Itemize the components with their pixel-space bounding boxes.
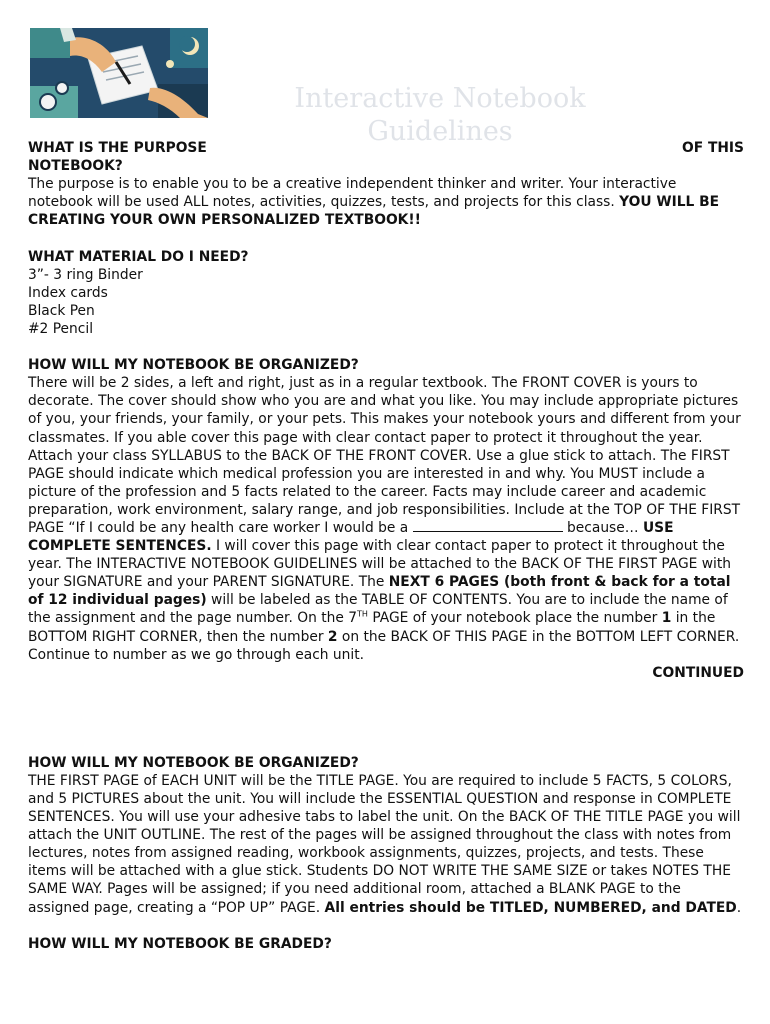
- organized-text: on the BACK OF THIS PAGE in the BOTTOM LEFT CORNER. Continue to number as we go through each unit.: [28, 628, 740, 663]
- organized-bold: 1: [661, 610, 672, 627]
- material-heading: WHAT MATERIAL DO I NEED?: [28, 248, 249, 265]
- watermark-line-1: Interactive Notebook: [294, 83, 586, 114]
- superscript: TH: [357, 609, 368, 619]
- material-item: Index cards: [28, 284, 108, 301]
- organized-bold: 2: [327, 628, 338, 645]
- organized-heading-2: HOW WILL MY NOTEBOOK BE ORGANIZED?: [28, 754, 359, 771]
- purpose-heading-left: WHAT IS THE PURPOSE: [28, 140, 207, 156]
- clip-art-image: [30, 28, 208, 118]
- fill-in-blank: [413, 519, 563, 532]
- organized-text: PAGE of your notebook place the number: [372, 610, 658, 627]
- organized-bold: NEXT 6 PAGES (both front & back for a total of 12 individual pages): [28, 574, 731, 609]
- purpose-heading-line-2: NOTEBOOK?: [28, 158, 123, 175]
- graded-heading: HOW WILL MY NOTEBOOK BE GRADED?: [28, 935, 332, 952]
- organized-heading-1: HOW WILL MY NOTEBOOK BE ORGANIZED?: [28, 357, 359, 374]
- organized-bold: USE COMPLETE SENTENCES.: [28, 519, 674, 555]
- writing-hands-illustration: [30, 28, 208, 118]
- organized-paragraph-1: [28, 374, 744, 664]
- organized-text: will be labeled as the TABLE OF CONTENTS. You are to include the name of the assignment and the page number. On the 7: [28, 592, 728, 627]
- purpose-heading-right: OF THIS: [682, 140, 744, 156]
- purpose-paragraph: [28, 175, 744, 229]
- material-item: Black Pen: [28, 302, 95, 319]
- organized-paragraph-2: [28, 772, 744, 917]
- document-body: [28, 139, 744, 953]
- organized-bold: All entries should be TITLED, NUMBERED, and DATED: [324, 899, 737, 916]
- purpose-body: The purpose is to enable you to be a creative independent thinker and writer. Your interactive notebook will be used ALL notes, activities, quizzes, tests, and projects for this class.: [28, 176, 677, 211]
- organized-text: THE FIRST PAGE of EACH UNIT will be the TITLE PAGE. You are required to include 5 FACTS, 5 COLORS, and 5 PICTURES about the unit. You will include the ESSENTIAL QUESTION and response in COMPLETE SENTENCES. You will use your adhesive tabs to label the unit. On the BACK OF THE TITLE PAGE you will attach the UNIT OUTLINE. The rest of the pages will be assigned throughout the class with notes from lectures, notes from assigned reading, workbook assignments, quizzes, projects, and tests. These items will be attached with a glue stick. Students DO NOT WRITE THE SAME SIZE or takes NOTES THE SAME WAY. Pages will be assigned; if you need additional room, attached a BLANK PAGE to the assigned page, creating a “POP UP” PAGE.: [28, 772, 741, 916]
- organized-text: because…: [567, 519, 639, 536]
- organized-text: .: [736, 899, 742, 916]
- material-item: #2 Pencil: [28, 320, 94, 337]
- continued-label: CONTINUED: [652, 664, 744, 681]
- purpose-emphasis: YOU WILL BE CREATING YOUR OWN PERSONALIZED TEXTBOOK!!: [28, 194, 720, 229]
- material-item: 3”- 3 ring Binder: [28, 266, 143, 283]
- organized-text: I will cover this page with clear contact paper to protect it throughout the year. The INTERACTIVE NOTEBOOK GUIDELINES will be attached to the BACK OF THE FIRST PAGE with your SIGNATURE and your PARENT SIGNATURE. The: [28, 538, 732, 591]
- organized-text: in the BOTTOM RIGHT CORNER, then the number: [28, 610, 716, 645]
- organized-text: There will be 2 sides, a left and right, just as in a regular textbook. The FRONT COVER is yours to decorate. The cover should show who you are and what you like. You may include appropriate pictures of you, your friends, your family, or your pets. This makes your notebook yours and different from your classmates. If you able cover this page with clear contact paper to protect it throughout the year. Attach your class SYLLABUS to the BACK OF THE FRONT COVER. Use a glue stick to attach. The FIRST PAGE should indicate which medical profession you are interested in and why. You MUST include a picture of the profession and 5 facts related to the career. Facts may include career and academic preparation, work environment, salary range, and job responsibilities. Include at the TOP OF THE FIRST PAGE “If I could be any health care worker I would be a: [28, 375, 741, 536]
- purpose-heading: [28, 139, 744, 157]
- watermark-line-2: Guidelines: [367, 116, 513, 147]
